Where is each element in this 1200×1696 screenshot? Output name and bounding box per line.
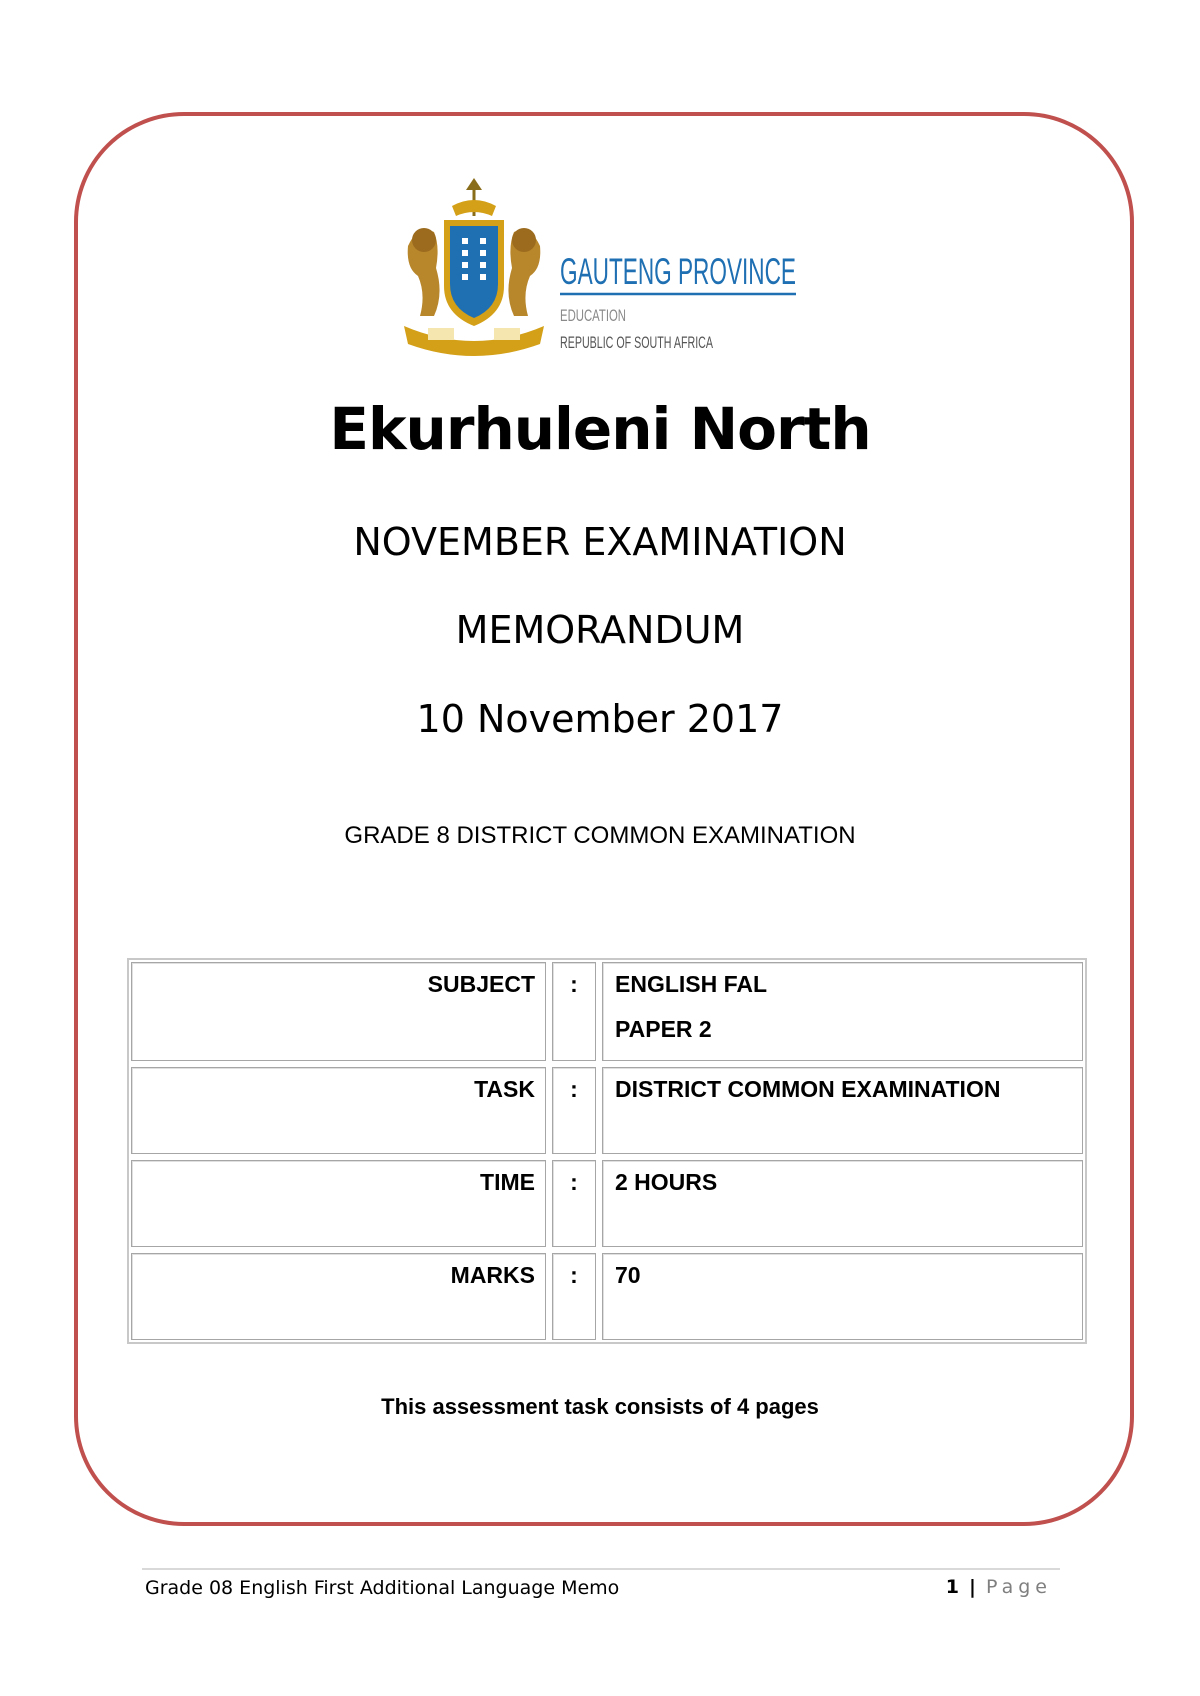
page-number: 1 — [945, 1576, 959, 1598]
task-label: TASK — [131, 1067, 546, 1154]
document-type: MEMORANDUM — [455, 608, 745, 652]
table-row — [131, 1160, 1083, 1247]
footer-divider — [142, 1568, 1060, 1570]
table-row — [131, 1253, 1083, 1340]
coat-of-arms-icon — [404, 178, 544, 356]
table-row — [131, 1067, 1083, 1154]
exam-title: NOVEMBER EXAMINATION — [353, 520, 847, 564]
gauteng-education-logo — [400, 176, 805, 362]
subject-value — [602, 962, 1083, 1061]
footer-page-indicator — [946, 1576, 1052, 1598]
table-row — [131, 962, 1083, 1061]
task-value: DISTRICT COMMON EXAMINATION — [602, 1067, 1083, 1154]
subject-name: ENGLISH FAL — [615, 971, 768, 997]
svg-text:REPUBLIC OF SOUTH AFRICA: REPUBLIC OF SOUTH AFRICA — [560, 333, 714, 352]
time-value: 2 HOURS — [602, 1160, 1083, 1247]
marks-label: MARKS — [131, 1253, 546, 1340]
footer-separator: | — [969, 1576, 976, 1598]
svg-text:GAUTENG PROVINCE: GAUTENG PROVINCE — [560, 251, 796, 292]
page-count-note: This assessment task consists of 4 pages — [381, 1394, 819, 1419]
district-title: Ekurhuleni North — [329, 395, 871, 463]
subject-label: SUBJECT — [131, 962, 546, 1061]
svg-text:EDUCATION: EDUCATION — [560, 306, 626, 325]
time-label: TIME — [131, 1160, 546, 1247]
exam-date: 10 November 2017 — [416, 697, 784, 741]
marks-value: 70 — [602, 1253, 1083, 1340]
exam-details-table — [127, 958, 1087, 1344]
colon-separator: : — [552, 962, 596, 1061]
paper-number: PAPER 2 — [615, 1016, 712, 1042]
footer-document-title: Grade 08 English First Additional Language Memo — [145, 1577, 620, 1599]
page-word: Page — [986, 1576, 1052, 1598]
grade-line: GRADE 8 DISTRICT COMMON EXAMINATION — [344, 822, 856, 849]
colon-separator: : — [552, 1160, 596, 1247]
colon-separator: : — [552, 1253, 596, 1340]
colon-separator: : — [552, 1067, 596, 1154]
